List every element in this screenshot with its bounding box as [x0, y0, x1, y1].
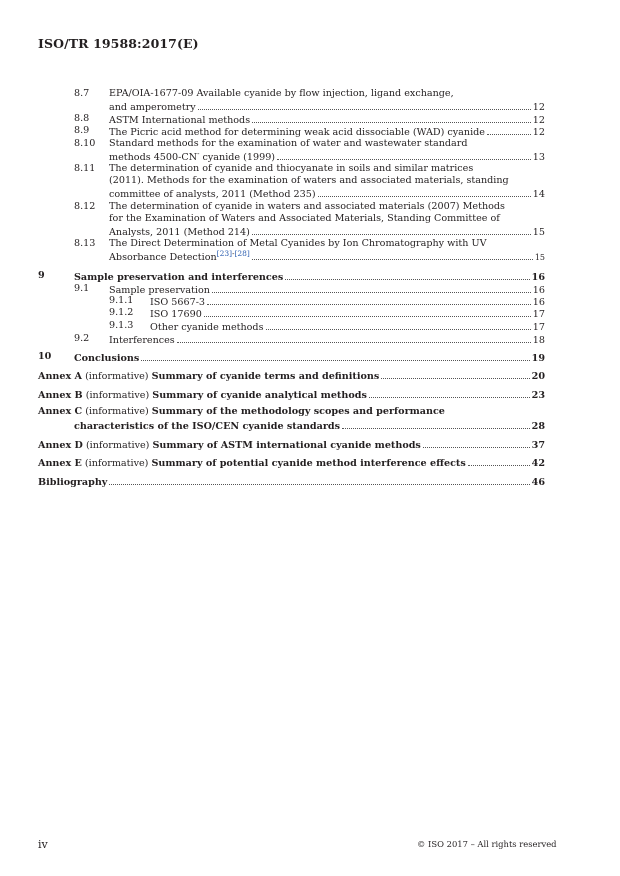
dot-leader	[252, 225, 531, 235]
entry-title-line: The determination of cyanide and thiocyanate in soils and similar matrices	[109, 163, 474, 174]
page-number: 17	[532, 309, 545, 320]
dot-leader	[207, 295, 531, 305]
entry-title-line: Analysts, 2011 (Method 214)	[109, 227, 250, 238]
annex-label: Annex C	[38, 406, 83, 417]
reference-link[interactable]: [28]	[234, 248, 250, 258]
page-number: 20	[531, 371, 545, 382]
entry-number: 9.1.3	[109, 320, 134, 331]
entry-title: Interferences	[109, 335, 175, 346]
page-number: 16	[532, 297, 545, 308]
entry-title: Sample preservation	[109, 285, 210, 296]
page-number: 18	[532, 335, 545, 346]
dot-leader	[381, 369, 529, 379]
page-number: 16	[531, 272, 545, 283]
annex-title: Summary of the methodology scopes and performance	[151, 406, 445, 417]
page-number: 15	[532, 227, 545, 238]
dot-leader	[177, 333, 531, 343]
dot-leader	[204, 307, 531, 317]
entry-title-line: The Direct Determination of Metal Cyanides by Ion Chromatography with UV	[109, 238, 487, 249]
entry-number: 10	[38, 351, 52, 362]
annex-title: Summary of cyanide terms and definitions	[151, 371, 380, 382]
dot-leader	[198, 100, 531, 110]
entry-title-line: methods 4500-CN- cyanide (1999)	[109, 149, 276, 163]
superscript-minus: -	[197, 149, 200, 158]
page-number: 12	[532, 115, 545, 126]
entry-title-line: for the Examination of Waters and Associated Materials, Standing Committee of	[109, 213, 500, 224]
dot-leader	[423, 438, 530, 448]
entry-number: 9.1.2	[109, 307, 134, 318]
dot-leader	[266, 320, 531, 330]
entry-title-line: The determination of cyanide in waters and associated materials (2007) Methods	[109, 201, 505, 212]
entry-title-line: (2011). Methods for the examination of waters and associated materials, standing	[109, 175, 509, 186]
dot-leader	[252, 250, 533, 260]
entry-title: ISO 5667-3	[150, 297, 206, 308]
dot-leader	[487, 125, 531, 135]
entry-title-line: Absorbance Detection[23]-[28]	[109, 248, 250, 263]
entry-number: 8.7	[74, 88, 90, 99]
table-of-contents: 8.7 EPA/OIA-1677-09 Available cyanide by flow injection, ligand exchange, and amperometry 12 8.8 ASTM International methods 12 8.9 The Picric acid method for determining weak acid dissociable (WAD) cyanide 12 8.10 Standard methods for the examination of water and wastewater standard methods 4500-CN- cyanide (1999) 13 8.11 The determination of cyanide and thiocyanate in soils and similar matrices (2011). Methods for the examination of waters and associated materials, standing committee of analysts, 2011 (Method 235) 14 8.12 The determination of cyanide in waters and associated materials (2007) Methods for the Examination of Waters and Associated Materials, Standing Committee of Analysts, 2011 (Method 214) 15 8.13 The Direct Determination of Metal Cyanides by Ion Chromatography with UV Absorbance Detection[23]-[28] 15 9 Sample preservation and interferences 16 9.1 Sample preservation 16 9.1.1 ISO 5667-3 16 9.1.2 ISO 17690 17 9.1.3 Other cyanide methods 17 9.2 Interferences 18 10 Conclusions 19 Annex A (informative) Summary of cyanide terms and definitions 20 Annex B (informative) Summary of cyanide analytical methods 23 Annex C (informative) Summary of the methodology scopes and performance characteristics of the ISO/CEN cyanide standards 28 Annex D (informative) Summary of ASTM international cyanide methods 37 Annex E (informative) Summary of potential cyanide method interference effects 42 Bibliography 46	[38, 88, 545, 488]
page-number: 28	[531, 421, 545, 432]
page-number: 42	[531, 458, 545, 469]
entry-title-line: committee of analysts, 2011 (Method 235)	[109, 189, 316, 200]
footer-copyright: © ISO 2017 – All rights reserved	[417, 839, 557, 849]
entry-title: ASTM International methods	[109, 115, 251, 126]
entry-number: 9	[38, 270, 45, 281]
page-number: 16	[532, 285, 545, 296]
annex-label: Annex B	[38, 390, 83, 401]
reference-link[interactable]: [23]	[216, 248, 233, 258]
entry-number: 8.8	[74, 113, 90, 124]
page-number: 14	[532, 189, 545, 200]
dot-leader	[252, 113, 531, 123]
dot-leader	[109, 475, 529, 485]
annex-label: Annex A	[38, 371, 83, 382]
entry-number: 8.10	[74, 138, 96, 149]
dot-leader	[285, 270, 529, 280]
entry-title-line: Standard methods for the examination of water and wastewater standard	[109, 138, 468, 149]
entry-title: The Picric acid method for determining weak acid dissociable (WAD) cyanide	[109, 127, 485, 138]
entry-number: 9.1	[74, 283, 90, 294]
entry-title: ISO 17690	[150, 309, 202, 320]
dot-leader	[342, 419, 530, 429]
dot-leader	[212, 283, 531, 293]
annex-title: characteristics of the ISO/CEN cyanide standards	[74, 421, 341, 432]
dot-leader	[277, 150, 531, 160]
annex-label: Annex D	[38, 440, 83, 451]
entry-number: 8.12	[74, 201, 96, 212]
entry-number: 8.11	[74, 163, 96, 174]
dot-leader	[369, 388, 530, 398]
page-number: 13	[532, 152, 545, 163]
page-number: 19	[531, 353, 545, 364]
dot-leader	[318, 187, 531, 197]
page-number: 12	[532, 127, 545, 138]
page-number: 17	[532, 322, 545, 333]
document-header: ISO/TR 19588:2017(E)	[38, 36, 199, 51]
entry-title-line: EPA/OIA-1677-09 Available cyanide by flow injection, ligand exchange,	[109, 88, 454, 99]
page-number: 46	[531, 477, 545, 488]
page-number: 15	[534, 253, 545, 262]
entry-number: 8.9	[74, 125, 90, 136]
entry-number: 8.13	[74, 238, 96, 249]
annex-title: Summary of potential cyanide method interference effects	[151, 458, 466, 469]
annex-title: Summary of ASTM international cyanide methods	[152, 440, 421, 451]
entry-title: Sample preservation and interferences	[74, 272, 284, 283]
entry-title: Other cyanide methods	[150, 322, 264, 333]
entry-number: 9.2	[74, 333, 90, 344]
entry-number: 9.1.1	[109, 295, 134, 306]
footer-page-number: iv	[38, 838, 48, 851]
entry-title: Bibliography	[38, 477, 108, 488]
page-number: 12	[532, 102, 545, 113]
annex-title: Summary of cyanide analytical methods	[152, 390, 367, 401]
page-number: 37	[531, 440, 545, 451]
dot-leader	[141, 351, 529, 361]
page-number: 23	[531, 390, 545, 401]
entry-title: Conclusions	[74, 353, 140, 364]
entry-title-line: and amperometry	[109, 102, 196, 113]
annex-label: Annex E	[38, 458, 82, 469]
dot-leader	[468, 456, 530, 466]
